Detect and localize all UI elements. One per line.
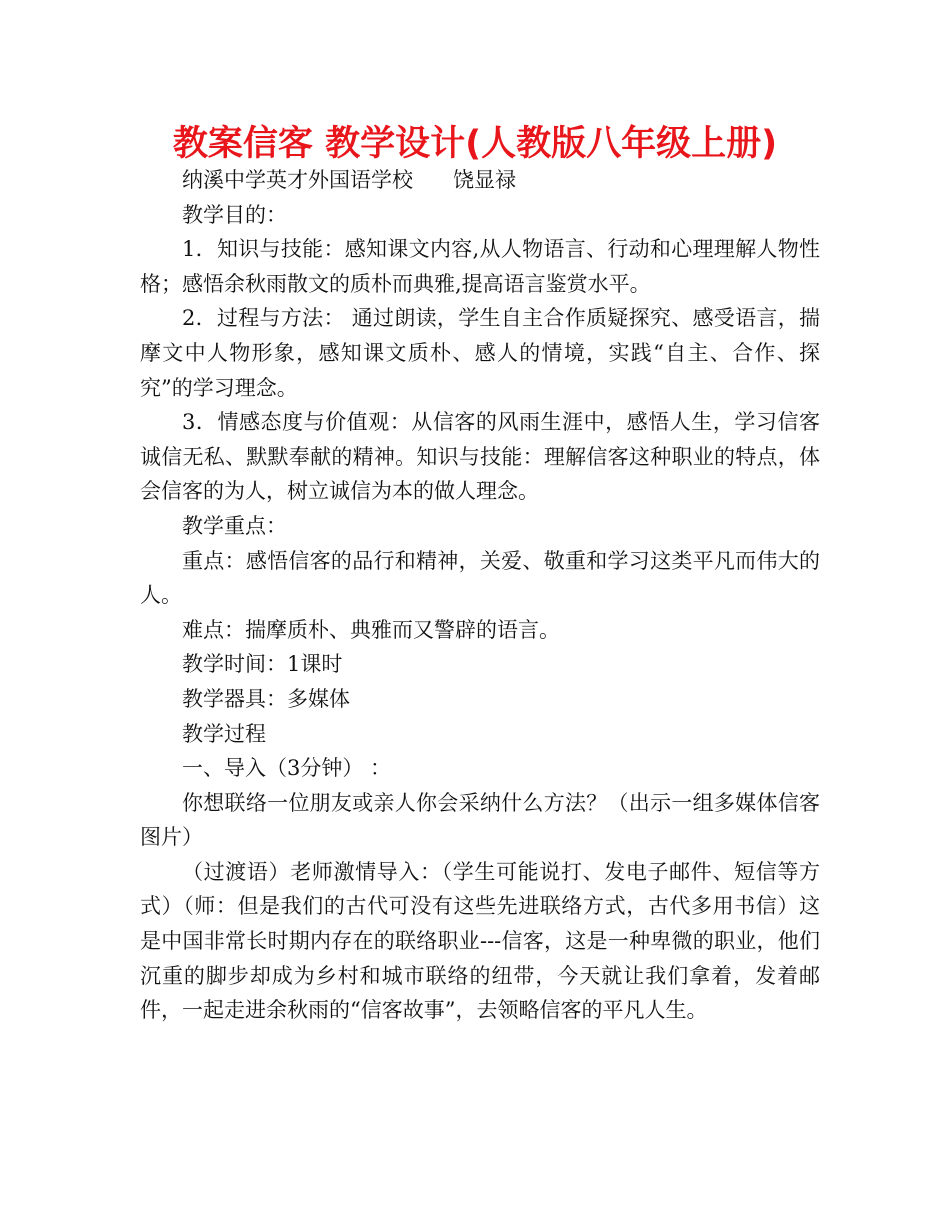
paragraph-teaching-tools: 教学器具：多媒体	[182, 686, 350, 711]
paragraph-goal-process: 2．过程与方法： 通过朗读，学生自主合作质疑探究、感受语言，揣摩文中人物形象，感知课文质朴、感人的情境，实践“自主、合作、探究”的学习理念。	[140, 306, 820, 400]
document-title: 教案信客 教学设计(人教版八年级上册)	[172, 124, 778, 164]
paragraph-key-points-heading: 教学重点：	[182, 513, 287, 538]
paragraph-teaching-time: 教学时间：1课时	[182, 652, 343, 677]
paragraph-goal-knowledge: 1．知识与技能：感知课文内容,从人物语言、行动和心理理解人物性格；感悟余秋雨散文的质朴而典雅,提高语言鉴赏水平。	[140, 237, 820, 296]
paragraph-introduction-question: 你想联络一位朋友或亲人你会采纳什么方法？（出示一组多媒体信客图片）	[140, 790, 820, 850]
paragraph-key-point: 重点：感悟信客的品行和精神，关爱、敬重和学习这类平凡而伟大的人。	[140, 548, 820, 608]
paragraph-difficulty: 难点：揣摩质朴、典雅而又警辟的语言。	[182, 617, 560, 642]
paragraph-teaching-goals-heading: 教学目的：	[182, 202, 287, 227]
document-body	[140, 163, 820, 1028]
paragraph-goal-emotion: 3．情感态度与价值观：从信客的风雨生涯中，感悟人生，学习信客诚信无私、默默奉献的精神。知识与技能：理解信客这种职业的特点，体会信客的为人，树立诚信为本的做人理念。	[140, 410, 820, 504]
author-line: 纳溪中学英才外国语学校 饶显禄	[182, 168, 517, 192]
paragraph-teaching-process-heading: 教学过程	[182, 721, 266, 746]
paragraph-introduction-heading: 一、导入（3分钟） ：	[182, 756, 392, 781]
paragraph-transition: （过渡语）老师激情导入：（学生可能说打、发电子邮件、短信等方式）（师：但是我们的古代可没有这些先进联络方式，古代多用书信）这是中国非常长时期内存在的联络职业---信客，这是一种卑微的职业，他们沉重的脚步却成为乡村和城市联络的纽带，今天就让我们拿着，发着邮件，一起走进余秋雨的“信客故事”，去领略信客的平凡人生。	[140, 859, 820, 1023]
